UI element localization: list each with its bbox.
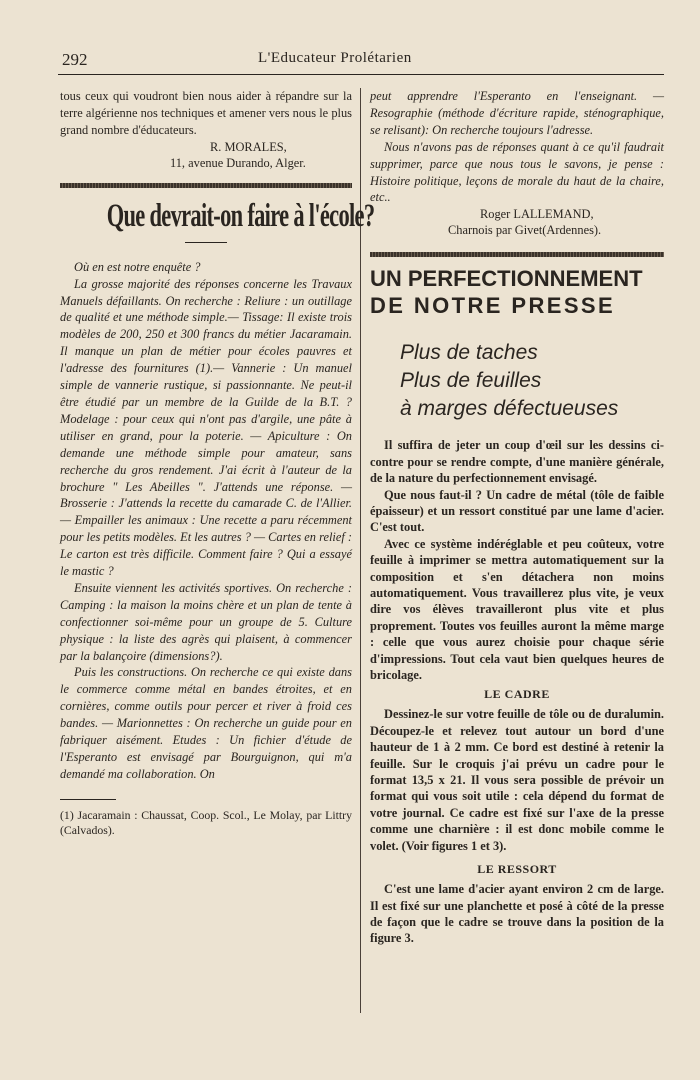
- paragraph: Puis les constructions. On recherche ce qui existe dans le commerce comme métal en bandes étroites, et en cornières, comme outils pour percer et river à froid ces bandes. — Marionnettes : On recherche un guide pour en fabriquer aisément. Etudes : Un fichier d'étude de l'Esperanto est envisagé par Bourguignon, qui m'a demandé ma collaboration. On: [60, 665, 352, 781]
- left-column: [60, 88, 375, 839]
- signature-address: 11, avenue Durando, Alger.: [170, 155, 306, 170]
- article-title-line-2: DE NOTRE PRESSE: [370, 293, 616, 319]
- article-subtitle: [400, 339, 664, 423]
- subtitle-line: Plus de feuilles: [400, 369, 542, 393]
- continuation-paragraph: peut apprendre l'Esperanto en l'enseignant. — Resographie (méthode d'écriture rapide, sténographique, se relisant): On recherche toujours l'adresse.: [370, 89, 664, 137]
- right-column: [370, 88, 664, 947]
- section-text: C'est une lame d'acier ayant environ 2 cm de large. Il est fixé sur une planchette et posé à côté de la presse de façon que le cadre se trouve dans la position de la figure 3.: [370, 882, 664, 946]
- footnote-rule: [60, 799, 116, 800]
- subtitle-line: Plus de taches: [400, 341, 538, 365]
- signature-name: Roger LALLEMAND,: [480, 207, 594, 222]
- signature-name: R. MORALES,: [210, 139, 287, 154]
- page-header: [58, 48, 664, 75]
- paragraph: Que nous faut-il ? Un cadre de métal (tôle de faible épaisseur) et un ressort constitué par une lame d'acier. C'est tout.: [370, 487, 664, 535]
- paragraph: La grosse majorité des réponses concerne les Travaux Manuels défaillants. On recherche : Reliure : un outillage de qualité et une méthode simple.— Tissage: Il existe trois modèles de 200, 250 et 300 francs du métier Jacaramain. Il manque un plan de métier pour écoles pauvres et l'adresse des fournitures (1).— Vannerie : Un manuel simple de vannerie rustique, si passionnante. Ne peut-il être étudié par un membre de la Guilde de la B.T. ? Modelage : pour ceux qui n'ont pas d'argile, une pâte à utiliser en grand, pour la poterie. — Apiculture : On demande une méthode simple pour amateur, sans recherche du gros rendement. J'ai écrit à l'auteur de la brochure " Les Abeilles ". J'attends une réponse. — Brosserie : J'attends la recette du camarade C. de l'Allier. — Empailler les animaux : Une recette a paru récemment pour les petits modèles. Et les autres ? — Cartes en relief : Le carton est très difficile. Comment faire ? Qui a essayé le mastic ?: [60, 276, 352, 579]
- section-heading: LE RESSORT: [477, 862, 557, 877]
- page-number: 292: [62, 50, 88, 69]
- article-title: Que devrait-on faire à l'école?: [106, 197, 375, 234]
- continuation-paragraph-2: Nous n'avons pas de réponses quant à ce qu'il faudrait supprimer, parce que nous tous le savons, je pense : Histoire politique, leçons de morale du haut de la chaire, etc..: [370, 139, 664, 205]
- subtitle-line: à marges défectueuses: [400, 397, 619, 421]
- section-heading: LE CADRE: [484, 687, 550, 702]
- section-rule: [60, 183, 352, 188]
- title-underline: [185, 242, 227, 243]
- article-title-line-1: UN PERFECTIONNEMENT: [370, 266, 643, 292]
- signature-address: Charnois par Givet(Ardennes).: [448, 223, 602, 238]
- paragraph: Avec ce système indéréglable et peu coûteux, votre feuille à imprimer se mettra automatiquement sur la composition et s'en détachera non moins automatiquement. Vous travaillerez plus vite, je veux dire vos élèves travailleront plus vite et plus proprement. Toutes vos feuilles auront la même marge : celle que vous aurez choisie pour chaque série d'impressions. Tout cela vaut bien quelques heures de bricolage.: [370, 536, 664, 683]
- footnote: (1) Jacaramain : Chaussat, Coop. Scol., Le Molay, par Littry (Calvados).: [60, 807, 352, 838]
- paragraph: Ensuite viennent les activités sportives. On recherche : Camping : la maison la moins chère et un plan de tente à confectionner soi-même pour un groupe de 5. Culture physique : la liste des agrès qui plaisent, à commencer par la balançoire (dimensions?).: [60, 580, 352, 663]
- section-rule: [370, 252, 664, 257]
- intro-paragraph: tous ceux qui voudront bien nous aider à répandre sur la terre algérienne nos techniques et amener vers nous le plus grand nombre d'éducateurs.: [60, 89, 352, 137]
- paragraph: Où en est notre enquête ?: [74, 259, 201, 274]
- paragraph: Il suffira de jeter un coup d'œil sur les dessins ci-contre pour se rendre compte, d'une manière générale, de la nature du perfectionnement envisagé.: [370, 438, 664, 486]
- section-text: Dessinez-le sur votre feuille de tôle ou de duralumin. Découpez-le et relevez tout autour un bord d'une hauteur de 1 à 2 mm. Ce bord est destiné à retenir la feuille. Sur le croquis j'ai prévu un cadre pour le format 13,5 x 21. Il vous sera possible de prévoir un format qui vous soit utile : cela dépend du format de votre journal. Ce cadre est fixé sur l'axe de la presse comme une charnière : il est donc mobile comme le volet. (Voir figures 1 et 3).: [370, 707, 664, 853]
- journal-title: L'Educateur Prolétarien: [258, 50, 412, 66]
